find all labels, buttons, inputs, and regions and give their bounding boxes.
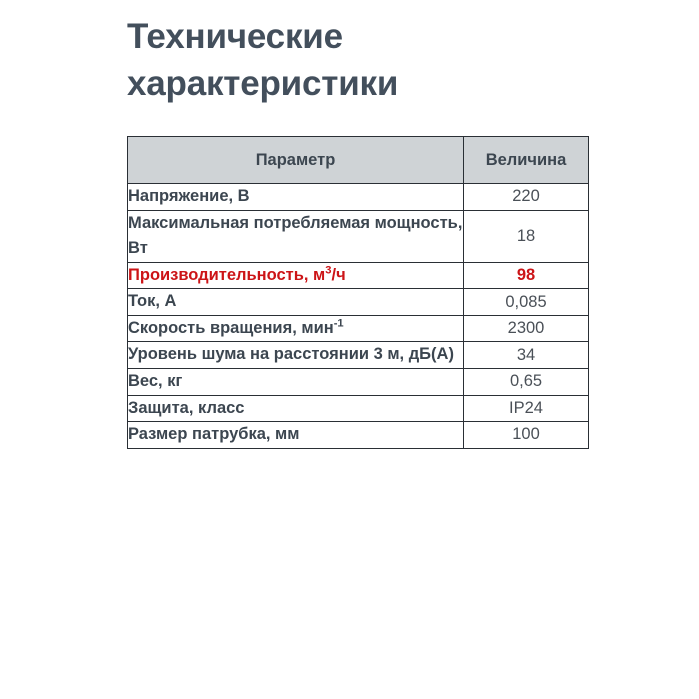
table-row <box>128 395 589 422</box>
table-row <box>128 289 589 316</box>
table-row <box>128 422 589 449</box>
table-cell-parameter <box>128 262 464 289</box>
column-header-parameter: Параметр <box>128 137 464 184</box>
parameter-label-base: Скорость вращения, мин <box>128 318 334 337</box>
column-header-value: Величина <box>464 137 589 184</box>
table-cell-value: 100 <box>464 422 589 449</box>
parameter-label-superscript: -1 <box>333 317 344 330</box>
table-cell-parameter: Напряжение, В <box>128 184 464 211</box>
table-row <box>128 210 589 262</box>
table-cell-parameter: Уровень шума на расстоянии 3 м, дБ(А) <box>128 342 464 369</box>
table-cell-parameter: Вес, кг <box>128 368 464 395</box>
table-header-row <box>128 137 589 184</box>
table-cell-value: IP24 <box>464 395 589 422</box>
table-cell-parameter: Защита, класс <box>128 395 464 422</box>
table-cell-value: 2300 <box>464 315 589 342</box>
table-cell-parameter: Максимальная потребляемая мощность, Вт <box>128 210 464 262</box>
table-header <box>128 137 589 184</box>
table-row <box>128 262 589 289</box>
table-cell-parameter: Ток, А <box>128 289 464 316</box>
table-body <box>128 184 589 449</box>
table-row <box>128 342 589 369</box>
table-cell-value: 34 <box>464 342 589 369</box>
table-cell-parameter <box>128 315 464 342</box>
specifications-table <box>127 136 589 449</box>
table-row <box>128 368 589 395</box>
table-cell-value: 18 <box>464 210 589 262</box>
table-cell-parameter: Размер патрубка, мм <box>128 422 464 449</box>
parameter-label-tail: /ч <box>331 265 346 284</box>
table-cell-value: 0,085 <box>464 289 589 316</box>
parameter-label-superscript: 3 <box>325 264 332 277</box>
page-title <box>127 14 647 107</box>
table-cell-value: 220 <box>464 184 589 211</box>
table-row <box>128 315 589 342</box>
table-row <box>128 184 589 211</box>
page-title-line-1: Технические <box>127 17 343 56</box>
table-cell-value: 0,65 <box>464 368 589 395</box>
parameter-label-base: Производительность, м <box>128 265 326 284</box>
page-title-line-2: характеристики <box>127 63 399 103</box>
table-cell-value: 98 <box>464 262 589 289</box>
